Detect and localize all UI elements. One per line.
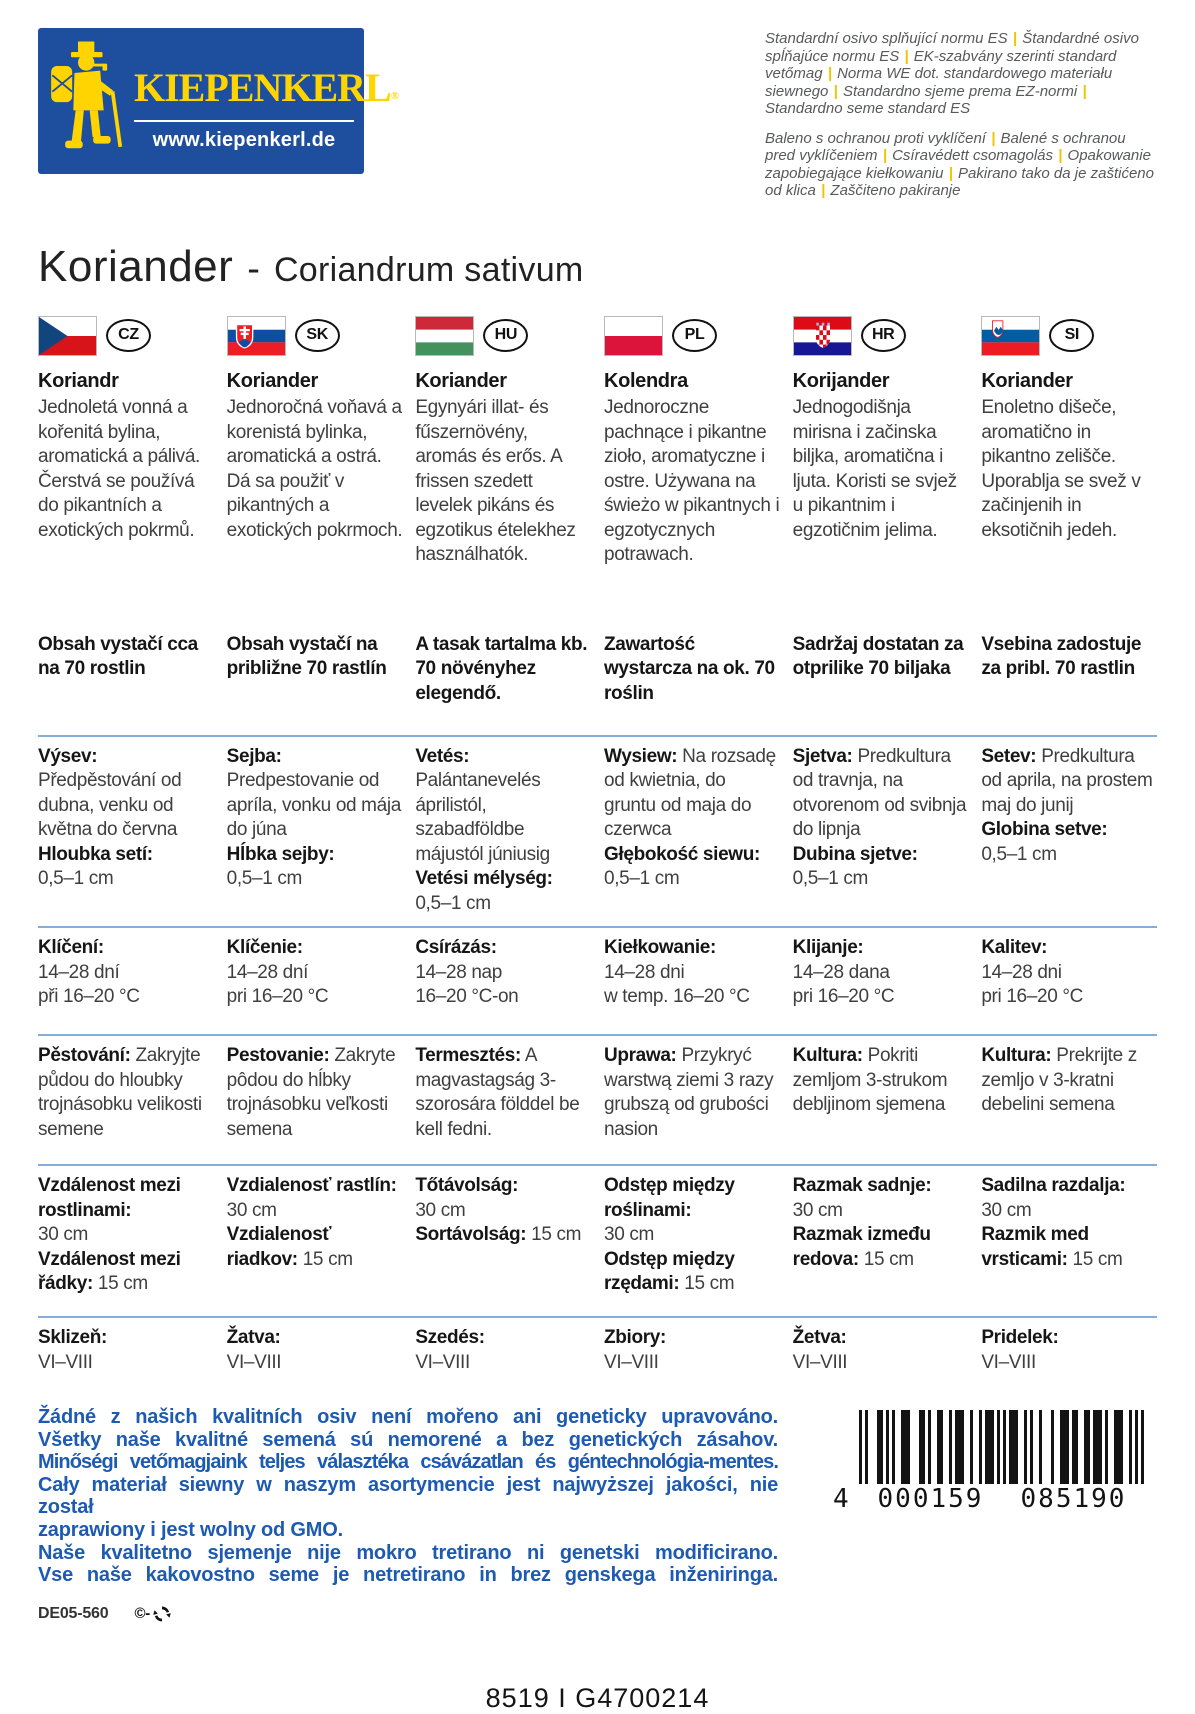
germination-label: Klíčenie:	[226, 937, 303, 958]
harvest-label: Žetva:	[792, 1327, 847, 1348]
germination-row	[38, 928, 1157, 1036]
sowing-label: Vetés:	[415, 745, 470, 767]
flag-cell-cz	[38, 316, 214, 356]
depth-value: 0,5–1 cm	[792, 868, 869, 889]
culture-cell	[415, 1044, 591, 1142]
plant-distance-label: Razmak sadnje:	[792, 1175, 932, 1196]
gmo-line-si: Vse naše kakovostno seme je netretirano in brez genskega inženiringa.	[38, 1564, 778, 1587]
content-statement: Sadržaj dostatan za otprilike 70 biljaka	[792, 633, 964, 679]
flag-cell-pl	[604, 316, 780, 356]
germination-cell	[415, 936, 591, 1010]
plant-description: Jednoročná voňavá a korenistá bylinka, aromatická a ostrá. Dá sa použiť v pikantných a exotických pokrmoch.	[226, 397, 403, 541]
culture-label: Pestovanie:	[226, 1045, 330, 1066]
culture-text: A magvastagság 3-szorosára földdel be kell fedni.	[415, 1045, 580, 1140]
plant-distance-value: 30 cm	[792, 1199, 843, 1221]
distance-cell	[604, 1174, 780, 1297]
barcode-left-group: 000159	[859, 1484, 1002, 1514]
culture-cell	[981, 1044, 1157, 1142]
license-marks	[134, 1603, 172, 1626]
flag-cell-sk	[227, 316, 403, 356]
harvest-cell	[415, 1326, 591, 1375]
country-code-badge: SI	[1049, 319, 1094, 352]
plant-distance-label: Vzdialenosť rastlín:	[226, 1175, 397, 1196]
germination-label: Kalitev:	[981, 937, 1048, 958]
germination-label: Csírázás:	[415, 937, 497, 958]
gmo-line-hu: Minőségi vetőmagjaink teljes választéka csávázatlan és géntechnológia-mentes.	[38, 1451, 778, 1474]
depth-label: Głębokość siewu:	[604, 843, 760, 865]
germination-temperature: pri 16–20 °C	[226, 986, 329, 1007]
germination-temperature: při 16–20 °C	[38, 986, 140, 1007]
harvest-cell	[793, 1326, 969, 1375]
sowing-label: Výsev:	[38, 745, 98, 767]
row-distance-value: 15 cm	[1072, 1248, 1123, 1270]
depth-label: Vetési mélység:	[415, 868, 553, 889]
title-separator: -	[247, 247, 260, 290]
culture-label: Termesztés:	[415, 1045, 521, 1066]
row-distance-value: 15 cm	[863, 1248, 914, 1270]
distance-cell	[981, 1174, 1157, 1297]
sowing-label: Sjetva:	[792, 745, 853, 767]
sk-flag-icon	[227, 316, 286, 356]
harvest-row	[38, 1318, 1157, 1394]
culture-text: Zakryjte půdou do hloubky trojnásobku velikosti semene	[38, 1045, 202, 1140]
harvest-value: VI–VIII	[604, 1351, 659, 1373]
distance-cell	[38, 1174, 214, 1297]
distance-cell	[227, 1174, 403, 1297]
depth-label: Dubina sjetve:	[792, 843, 918, 865]
language-intro	[981, 369, 1157, 568]
gmo-line-pl-2: zaprawiony i jest wolny od GMO.	[38, 1518, 343, 1541]
gmo-statement	[38, 1406, 778, 1625]
gmo-line-cz: Žádné z našich kvalitních osiv není mořeno ani geneticky upravováno.	[38, 1406, 778, 1428]
distance-row	[38, 1166, 1157, 1318]
harvest-cell	[604, 1326, 780, 1375]
row-distance-label: Sortávolság:	[415, 1224, 527, 1245]
sowing-cell	[227, 745, 403, 917]
hu-flag-icon	[415, 316, 474, 356]
article-code: DE05-560	[38, 1604, 109, 1622]
row-distance-value: 15 cm	[684, 1273, 735, 1294]
sowing-row	[38, 737, 1157, 929]
sowing-text: Predpestovanie od apríla, vonku od mája do júna	[226, 770, 401, 840]
germination-duration: 14–28 dní	[38, 961, 120, 983]
country-code-badge: SK	[295, 319, 340, 352]
green-dot-icon	[152, 1604, 172, 1624]
harvest-value: VI–VIII	[792, 1351, 848, 1373]
barcode-digits	[833, 1484, 1145, 1514]
brand-name	[134, 64, 399, 111]
logo-text	[134, 42, 399, 152]
language-intro	[227, 369, 403, 568]
plant-common-name: Koriander	[38, 241, 234, 291]
depth-value: 0,5–1 cm	[604, 868, 680, 889]
copyright-mark: ©-	[134, 1604, 151, 1622]
germination-temperature: pri 16–20 °C	[981, 986, 1083, 1007]
germination-temperature: 16–20 °C-on	[415, 986, 519, 1007]
harvest-label: Žatva:	[226, 1327, 281, 1348]
content-row	[38, 621, 1157, 737]
sowing-text: Palántanevelés áprilistól, szabadföldbe májustól júniusig	[415, 770, 550, 865]
depth-value: 0,5–1 cm	[38, 868, 114, 889]
harvest-value: VI–VIII	[415, 1351, 470, 1373]
sowing-cell	[604, 745, 780, 917]
language-intro	[415, 369, 591, 568]
germination-duration: 14–28 dana	[792, 961, 890, 983]
germination-temperature: w temp. 16–20 °C	[604, 986, 750, 1007]
flag-cell-hu	[415, 316, 591, 356]
sowing-cell	[38, 745, 214, 917]
harvest-value: VI–VIII	[226, 1351, 282, 1373]
distance-cell	[793, 1174, 969, 1297]
plant-distance-label: Vzdálenost mezi rostlinami:	[38, 1175, 181, 1221]
germination-duration: 14–28 nap	[415, 961, 502, 983]
plant-name-local: Kolendra	[604, 369, 688, 392]
germination-cell	[981, 936, 1157, 1010]
depth-value: 0,5–1 cm	[415, 892, 491, 914]
harvest-value: VI–VIII	[981, 1351, 1036, 1373]
row-distance-label: Razmak između redova:	[792, 1224, 931, 1270]
plant-name-local: Koriandr	[38, 369, 119, 392]
kiepenkerl-logo	[38, 28, 399, 174]
flag-cell-si	[981, 316, 1157, 356]
harvest-label: Szedés:	[415, 1327, 485, 1348]
germination-duration: 14–28 dní	[226, 961, 309, 983]
sowing-cell	[793, 745, 969, 917]
plant-distance-value: 30 cm	[604, 1224, 654, 1245]
gmo-line-sk: Všetky naše kvalitné semená sú nemorené a bez genetických zásahov.	[38, 1428, 778, 1451]
row-distance-value: 15 cm	[97, 1273, 148, 1294]
country-code-badge: HR	[861, 319, 906, 352]
plant-name-local: Koriander	[981, 369, 1073, 392]
logo-divider	[134, 120, 354, 122]
culture-label: Kultura:	[792, 1045, 863, 1066]
plant-description: Enoletno dišeče, aromatično in pikantno zelišče. Uporablja se svež v začinjenih in eksotičnih jedeh.	[981, 397, 1141, 541]
intro-row	[38, 356, 1157, 621]
culture-cell	[227, 1044, 403, 1142]
harvest-label: Pridelek:	[981, 1327, 1059, 1348]
depth-label: Hĺbka sejby:	[226, 843, 335, 865]
depth-label: Globina setve:	[981, 819, 1108, 840]
sowing-label: Wysiew:	[604, 745, 678, 767]
germination-cell	[227, 936, 403, 1010]
pl-flag-icon	[604, 316, 663, 356]
plant-distance-value: 30 cm	[38, 1224, 88, 1245]
harvest-label: Zbiory:	[604, 1327, 666, 1348]
plant-distance-value: 30 cm	[415, 1199, 466, 1221]
row-distance-label: Razmik med vrsticami:	[981, 1224, 1089, 1270]
plant-distance-value: 30 cm	[981, 1199, 1032, 1221]
sowing-text: Na rozsadę od kwietnia, do gruntu od maja do czerwca	[604, 745, 776, 840]
plant-botanical-name: Coriandrum sativum	[273, 250, 584, 289]
ean-barcode	[833, 1410, 1145, 1625]
harvest-cell	[38, 1326, 214, 1375]
content-statement: A tasak tartalma kb. 70 növényhez elegendő.	[415, 633, 588, 704]
row-distance-label: Vzdálenost mezi řádky:	[38, 1248, 181, 1294]
registration-line	[38, 1603, 778, 1626]
barcode-lead-digit: 4	[833, 1484, 859, 1514]
culture-cell	[604, 1044, 780, 1142]
culture-text: Pokriti zemljom 3-strukom debljinom sjemena	[792, 1045, 948, 1115]
seed-standard-note: Standardní osivo splňující normu ES | Štandardné osivo spĺňajúce normu ES | EK-szabvány szerinti standard vetőmag | Norma WE dot. standardowego materiału siewnego | Standardno sjeme prema EZ-normi | Standardno seme standard ES	[765, 30, 1139, 117]
sowing-cell	[981, 745, 1157, 917]
country-code-badge: HU	[483, 319, 528, 352]
germination-duration: 14–28 dni	[604, 961, 685, 983]
si-flag-icon	[981, 316, 1040, 356]
brand-website: www.kiepenkerl.de	[152, 129, 336, 151]
depth-value: 0,5–1 cm	[981, 843, 1057, 865]
registered-mark: ®	[390, 90, 399, 102]
row-distance-label: Vzdialenosť riadkov:	[226, 1224, 332, 1270]
flags-row	[38, 316, 1157, 356]
sowing-label: Sejba:	[226, 745, 282, 767]
plant-name-local: Koriander	[226, 369, 318, 392]
content-statement: Obsah vystačí cca na 70 rostlin	[38, 633, 198, 679]
plant-description: Jednoroczne pachnące i pikantne zioło, aromatyczne i ostre. Używana na świeżo w pikantnych i egzotycznych potrawach.	[604, 397, 780, 565]
depth-label: Hloubka setí:	[38, 843, 153, 865]
culture-label: Uprawa:	[604, 1045, 677, 1066]
print-code: 8519 I G4700214	[485, 1683, 710, 1714]
language-intro	[793, 369, 969, 568]
harvest-label: Sklizeň:	[38, 1327, 107, 1348]
germination-label: Klijanje:	[792, 937, 864, 958]
culture-text: Prekrijte z zemljo v 3-kratni debelini semena	[981, 1045, 1137, 1115]
germination-cell	[604, 936, 780, 1010]
standards-notes	[765, 30, 1157, 212]
germination-cell	[793, 936, 969, 1010]
plant-description: Jednoletá vonná a kořenitá bylina, aromatická a pálivá. Čerstvá se používá do pikantních a exotických pokrmů.	[38, 397, 200, 541]
content-statement: Obsah vystačí na približne 70 rastlín	[226, 633, 387, 679]
plant-distance-value: 30 cm	[226, 1199, 277, 1221]
kiepenkerl-figure-icon	[50, 40, 134, 162]
germination-duration: 14–28 dni	[981, 961, 1062, 983]
culture-label: Kultura:	[981, 1045, 1052, 1066]
depth-value: 0,5–1 cm	[226, 868, 303, 889]
country-code-badge: CZ	[106, 319, 151, 352]
content-statement: Zawartość wystarcza na ok. 70 roślin	[604, 633, 775, 704]
gmo-line-hr: Naše kvalitetno sjemenje nije mokro tretirano ni genetski modificirano.	[38, 1541, 778, 1564]
flag-cell-hr	[793, 316, 969, 356]
header	[38, 28, 1157, 212]
barcode-right-group: 085190	[1002, 1484, 1145, 1514]
culture-cell	[793, 1044, 969, 1142]
footer	[38, 1406, 1157, 1625]
culture-cell	[38, 1044, 214, 1142]
sowing-label: Setev:	[981, 745, 1037, 767]
plant-distance-label: Odstęp między roślinami:	[604, 1175, 735, 1221]
germination-label: Kiełkowanie:	[604, 937, 716, 958]
sowing-cell	[415, 745, 591, 917]
plant-name-local: Korijander	[792, 369, 890, 392]
culture-row	[38, 1036, 1157, 1166]
distance-cell	[415, 1174, 591, 1297]
harvest-cell	[227, 1326, 403, 1375]
culture-text: Przykryć warstwą ziemi 3 razy grubszą od grubości nasion	[604, 1045, 774, 1140]
brand-wordmark: KIEPENKERL	[134, 65, 391, 110]
plant-distance-label: Tőtávolság:	[415, 1175, 519, 1196]
country-code-badge: PL	[672, 319, 717, 352]
plant-description: Jednogodišnja mirisna i začinska biljka, aromatična i ljuta. Koristi se svjež u pikantnim i egzotičnim jelima.	[792, 397, 957, 541]
harvest-value: VI–VIII	[38, 1351, 93, 1373]
plant-distance-label: Sadilna razdalja:	[981, 1175, 1126, 1196]
gmo-line-pl-1: Cały materiał siewny w naszym asortymencie jest najwyższej jakości, nie został	[38, 1473, 778, 1519]
content-statement: Vsebina zadostuje za pribl. 70 rastlin	[981, 633, 1142, 679]
germination-temperature: pri 16–20 °C	[792, 986, 895, 1007]
culture-label: Pěstování:	[38, 1045, 131, 1066]
language-intro	[604, 369, 780, 568]
sowing-text: Predkultura od travnja, na otvorenom od svibnja do lipnja	[792, 745, 967, 840]
cz-flag-icon	[38, 316, 97, 356]
sowing-text: Predkultura od aprila, na prostem maj do junij	[981, 745, 1153, 816]
hr-flag-icon	[793, 316, 852, 356]
row-distance-value: 15 cm	[531, 1224, 582, 1245]
culture-text: Zakryte pôdou do hĺbky trojnásobku veľkosti semena	[226, 1045, 396, 1140]
plant-name-local: Koriander	[415, 369, 507, 392]
germination-cell	[38, 936, 214, 1010]
harvest-cell	[981, 1326, 1157, 1375]
page-title	[38, 242, 1157, 292]
packaging-note: Baleno s ochranou proti vyklíčení | Balené s ochranou pred vyklíčeniem | Csíravédett csomagolás | Opakowanie zapobiegające kiełkowaniu | Pakirano tako da je zaštićeno od klica | Zaščiteno pakiranje	[765, 129, 1154, 199]
row-distance-value: 15 cm	[302, 1248, 353, 1270]
sowing-text: Předpěstování od dubna, venku od května do června	[38, 770, 182, 840]
language-intro	[38, 369, 214, 568]
row-distance-label: Odstęp między rzędami:	[604, 1248, 735, 1294]
germination-label: Klíčení:	[38, 937, 104, 958]
plant-description: Egynyári illat- és fűszernövény, aromás és erős. A frissen szedett levelek pikáns és egzotikus ételekhez használhatók.	[415, 397, 576, 565]
